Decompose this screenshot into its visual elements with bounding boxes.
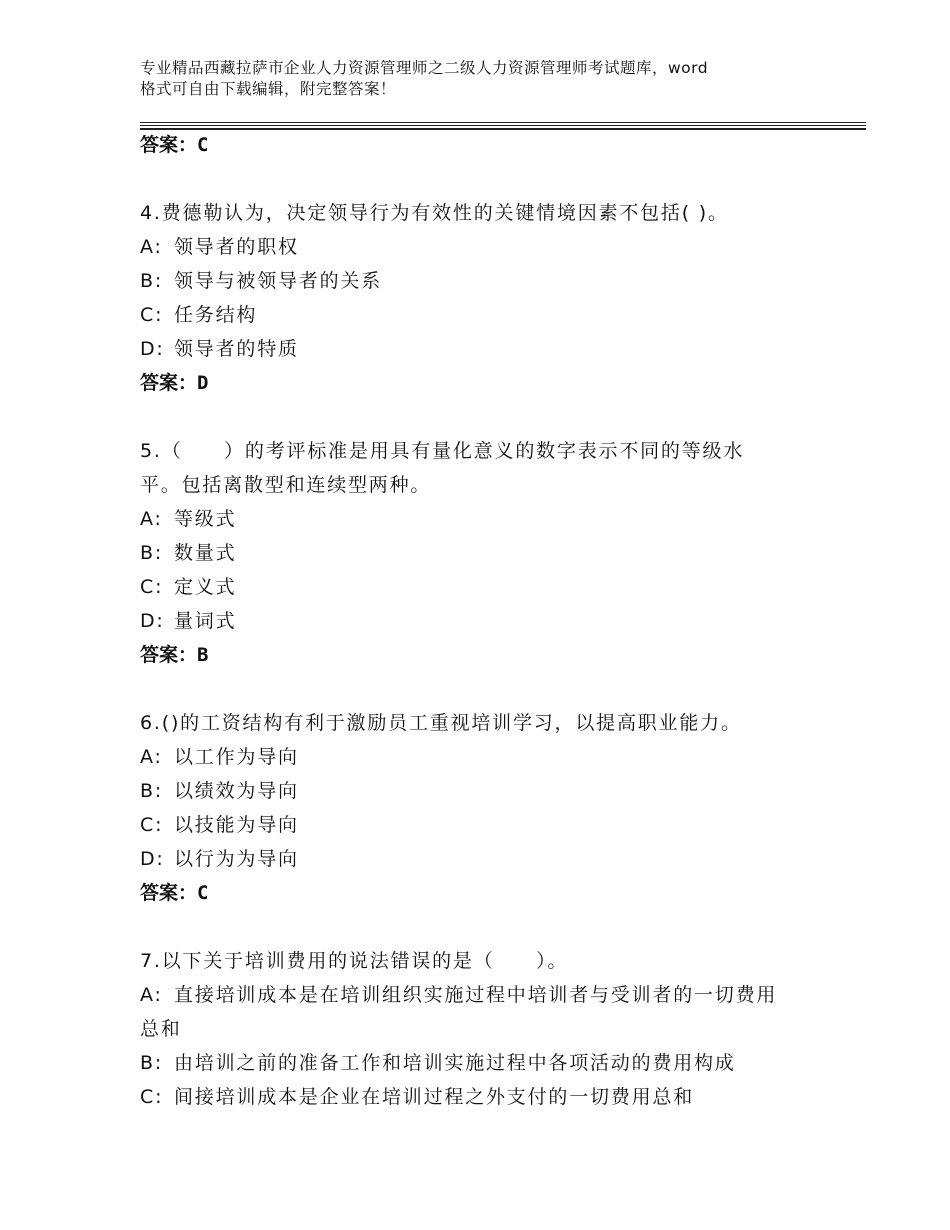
- answer-line: 答案：C: [140, 882, 209, 904]
- option-row: [140, 978, 820, 1012]
- option-letter: A:: [140, 508, 163, 530]
- option-row: [140, 1046, 820, 1080]
- option-letter: C:: [140, 1086, 164, 1108]
- question-block: [140, 434, 820, 672]
- question-list: [140, 128, 820, 1114]
- option-row: [140, 264, 820, 298]
- answer-line: 答案：D: [140, 372, 209, 394]
- option-text: 间接培训成本是企业在培训过程之外支付的一切费用总和: [174, 1086, 695, 1108]
- option-row: [140, 298, 820, 332]
- question-block: [140, 196, 820, 400]
- option-text: 由培训之前的准备工作和培训实施过程中各项活动的费用构成: [174, 1052, 736, 1074]
- option-text: 直接培训成本是在培训组织实施过程中培训者与受训者的一切费用: [174, 984, 778, 1006]
- option-row: [140, 332, 820, 366]
- header-divider: [140, 122, 866, 123]
- option-letter: A:: [140, 746, 163, 768]
- option-letter: D:: [140, 610, 165, 632]
- option-text: 等级式: [174, 508, 237, 530]
- header-line-1: 专业精品西藏拉萨市企业人力资源管理师之二级人力资源管理师考试题库，word: [140, 59, 709, 77]
- option-text: 领导者的特质: [174, 338, 299, 360]
- question-stem: 6.()的工资结构有利于激励员工重视培训学习，以提高职业能力。: [140, 712, 742, 734]
- option-row: [140, 536, 820, 570]
- option-row: [140, 570, 820, 604]
- option-row: [140, 1080, 820, 1114]
- option-letter: B:: [140, 1052, 164, 1074]
- document-header: [140, 58, 820, 100]
- option-text: 领导与被领导者的关系: [174, 270, 383, 292]
- option-text: 以绩效为导向: [174, 780, 299, 802]
- question-block: [140, 944, 820, 1114]
- option-row: [140, 774, 820, 808]
- option-letter: C:: [140, 304, 164, 326]
- option-text: 量词式: [174, 610, 237, 632]
- option-letter: B:: [140, 542, 164, 564]
- option-row: [140, 808, 820, 842]
- option-letter: C:: [140, 814, 164, 836]
- option-row: [140, 604, 820, 638]
- option-letter: C:: [140, 576, 164, 598]
- option-row: [140, 230, 820, 264]
- question-stem: 7.以下关于培训费用的说法错误的是（ ）。: [140, 950, 569, 972]
- answer-line: 答案：C: [140, 134, 209, 156]
- option-text: 以行为为导向: [174, 848, 299, 870]
- option-text: 定义式: [174, 576, 237, 598]
- option-text-continuation: 总和: [140, 1018, 182, 1040]
- option-row: [140, 842, 820, 876]
- option-text: 任务结构: [174, 304, 258, 326]
- option-letter: B:: [140, 270, 164, 292]
- question-stem: 5.（ ）的考评标准是用具有量化意义的数字表示不同的等级水: [140, 440, 745, 462]
- option-letter: A:: [140, 984, 163, 1006]
- header-divider: [140, 125, 866, 126]
- option-row: [140, 502, 820, 536]
- option-text: 数量式: [174, 542, 237, 564]
- question-stem: 4.费德勒认为，决定领导行为有效性的关键情境因素不包括( )。: [140, 202, 729, 224]
- option-letter: B:: [140, 780, 164, 802]
- header-line-2: 格式可自由下载编辑，附完整答案！: [140, 80, 397, 98]
- question-stem: 平。包括离散型和连续型两种。: [140, 474, 432, 496]
- answer-line: 答案：B: [140, 644, 209, 666]
- option-row: [140, 740, 820, 774]
- option-text: 以工作为导向: [174, 746, 299, 768]
- option-letter: D:: [140, 338, 165, 360]
- option-letter: D:: [140, 848, 165, 870]
- option-letter: A:: [140, 236, 163, 258]
- question-block: [140, 706, 820, 910]
- option-text: 领导者的职权: [174, 236, 299, 258]
- option-text: 以技能为导向: [174, 814, 299, 836]
